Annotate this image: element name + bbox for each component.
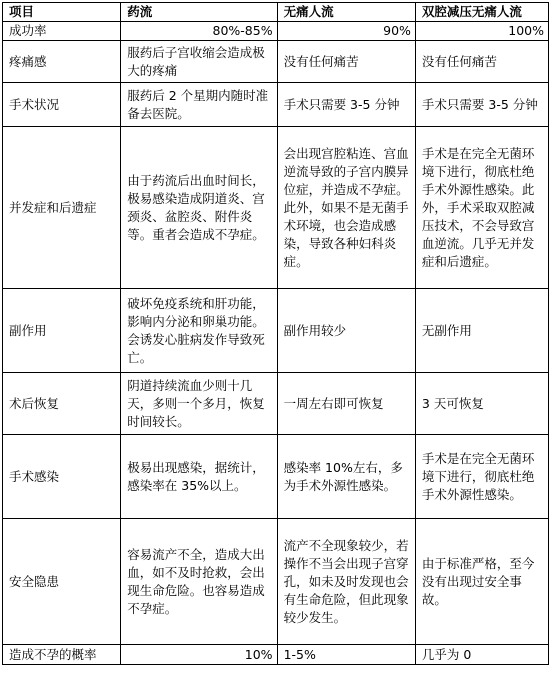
table-row: [3, 435, 549, 519]
cell-painless: 感染率 10%左右，多为手术外源性感染。: [277, 435, 415, 519]
cell-drug: 服药后子宫收缩会造成极大的疼痛: [121, 41, 277, 83]
header-painless-abortion: 无痛人流: [277, 3, 415, 22]
row-label: 疼痛感: [3, 41, 121, 83]
row-label: 安全隐患: [3, 519, 121, 645]
table-row: [3, 127, 549, 289]
table-row: [3, 519, 549, 645]
cell-drug: 10%: [121, 645, 277, 665]
row-label: 副作用: [3, 289, 121, 373]
cell-double: 手术只需要 3-5 分钟: [415, 83, 548, 127]
cell-double: 没有任何痛苦: [415, 41, 548, 83]
table-row: [3, 22, 549, 41]
cell-painless: 手术只需要 3-5 分钟: [277, 83, 415, 127]
cell-painless: 流产不全现象较少，若操作不当会出现子宫穿孔，如未及时发现也会有生命危险，但此现象较少发生。: [277, 519, 415, 645]
cell-painless: 90%: [277, 22, 415, 41]
cell-painless: 会出现宫腔粘连、宫血逆流导致的子宫内膜异位症，并造成不孕症。此外，如果不是无菌手术环境，也会造成感染，导致各种妇科炎症。: [277, 127, 415, 289]
cell-double: 无副作用: [415, 289, 548, 373]
row-label: 并发症和后遗症: [3, 127, 121, 289]
cell-painless: 没有任何痛苦: [277, 41, 415, 83]
table-row: [3, 83, 549, 127]
cell-drug: 由于药流后出血时间长，极易感染造成阴道炎、宫颈炎、盆腔炎、附件炎等。重者会造成不孕症。: [121, 127, 277, 289]
header-item: 项目: [3, 3, 121, 22]
cell-double: 几乎为 0: [415, 645, 548, 665]
table-row: [3, 373, 549, 435]
row-label: 造成不孕的概率: [3, 645, 121, 665]
row-label: 手术状况: [3, 83, 121, 127]
cell-double: 100%: [415, 22, 548, 41]
cell-drug: 阴道持续流血少则十几天，多则一个多月，恢复时间较长。: [121, 373, 277, 435]
comparison-table: [2, 2, 549, 665]
table-row: [3, 645, 549, 665]
cell-painless: 一周左右即可恢复: [277, 373, 415, 435]
cell-drug: 容易流产不全，造成大出血，如不及时抢救，会出现生命危险。也容易造成不孕症。: [121, 519, 277, 645]
cell-drug: 80%-85%: [121, 22, 277, 41]
cell-painless: 1-5%: [277, 645, 415, 665]
table-row: [3, 289, 549, 373]
row-label: 术后恢复: [3, 373, 121, 435]
cell-drug: 破坏免疫系统和肝功能，影响内分泌和卵巢功能。会诱发心脏病发作导致死亡。: [121, 289, 277, 373]
row-label: 手术感染: [3, 435, 121, 519]
header-double-cavity: 双腔减压无痛人流: [415, 3, 548, 22]
cell-drug: 极易出现感染，据统计，感染率在 35%以上。: [121, 435, 277, 519]
cell-double: 3 天可恢复: [415, 373, 548, 435]
row-label: 成功率: [3, 22, 121, 41]
table-row: [3, 41, 549, 83]
cell-double: 由于标准严格，至今没有出现过安全事故。: [415, 519, 548, 645]
cell-painless: 副作用较少: [277, 289, 415, 373]
cell-double: 手术是在完全无菌环境下进行，彻底杜绝手术外源性感染。此外，手术采取双腔减压技术，不会导致宫血逆流。几乎无并发症和后遗症。: [415, 127, 548, 289]
header-drug-abortion: 药流: [121, 3, 277, 22]
cell-double: 手术是在完全无菌环境下进行，彻底杜绝手术外源性感染。: [415, 435, 548, 519]
cell-drug: 服药后 2 个星期内随时准备去医院。: [121, 83, 277, 127]
table-header-row: [3, 3, 549, 22]
